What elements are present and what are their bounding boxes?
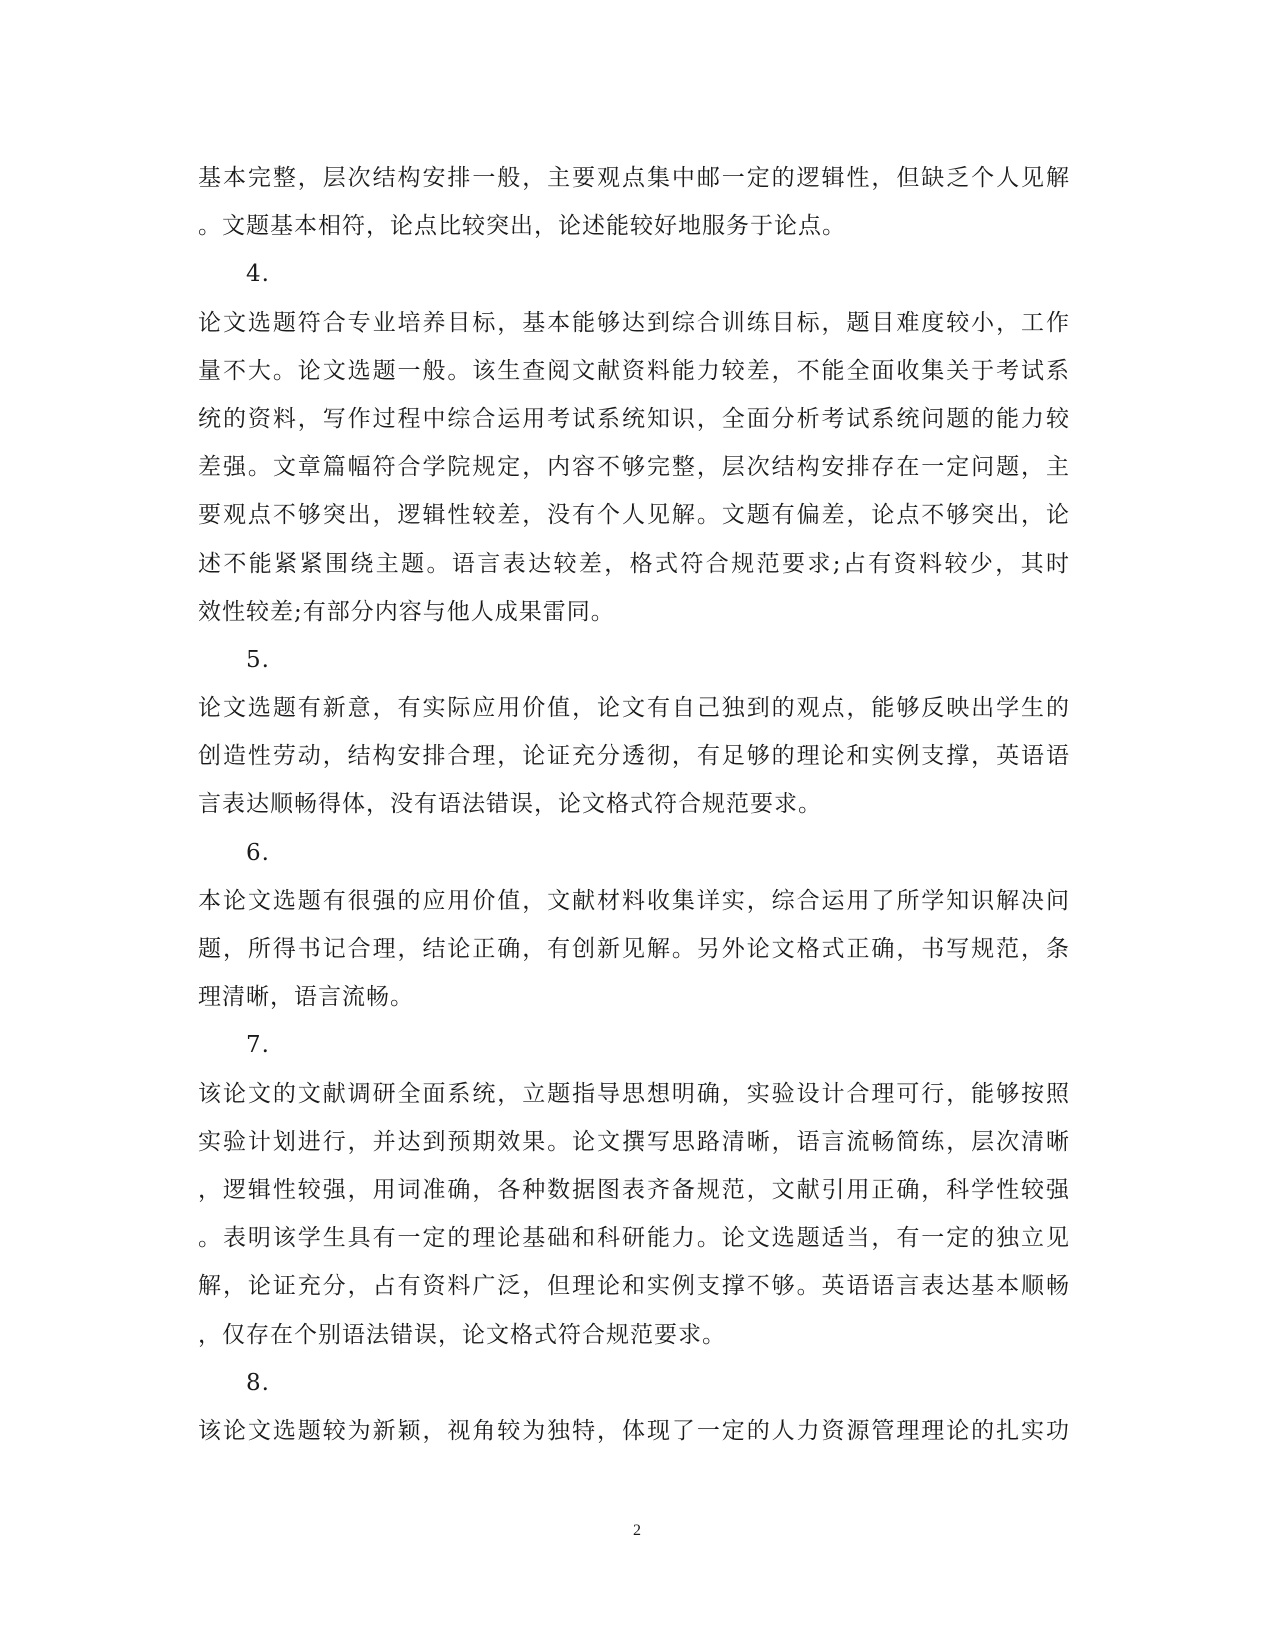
text-line: 论文选题有新意，有实际应用价值，论文有自己独到的观点，能够反映出学生的 [198,695,1070,722]
text-line: 创造性劳动，结构安排合理，论证充分透彻，有足够的理论和实例支撑，英语语 [198,743,1070,770]
text-line: 述不能紧紧围绕主题。语言表达较差，格式符合规范要求;占有资料较少，其时 [198,550,1070,577]
text-line: 差强。文章篇幅符合学院规定，内容不够完整，层次结构安排存在一定问题，主 [198,454,1070,481]
text-line: 题，所得书记合理，结论正确，有创新见解。另外论文格式正确，书写规范，条 [198,936,1070,962]
text-line: 该论文选题较为新颖，视角较为独特，体现了一定的人力资源管理理论的扎实功 [198,1417,1070,1444]
item-number: 6. [246,839,270,866]
item-number: 7. [246,1032,270,1059]
text-line: 理清晰，语言流畅。 [198,984,414,1011]
text-line: 该论文的文献调研全面系统，立题指导思想明确，实验设计合理可行，能够按照 [198,1080,1070,1107]
text-line: 。文题基本相符，论点比较突出，论述能较好地服务于论点。 [198,213,846,240]
page-body [198,154,1070,1455]
page-number: 2 [633,1522,641,1539]
text-line: 量不大。论文选题一般。该生查阅文献资料能力较差，不能全面收集关于考试系 [198,357,1070,384]
text-line: ，逻辑性较强，用词准确，各种数据图表齐备规范，文献引用正确，科学性较强 [198,1176,1070,1203]
text-line: 统的资料，写作过程中综合运用考试系统知识，全面分析考试系统问题的能力较 [198,405,1070,432]
text-line: 论文选题符合专业培养目标，基本能够达到综合训练目标，题目难度较小，工作 [198,309,1070,336]
text-line: 要观点不够突出，逻辑性较差，没有个人见解。文题有偏差，论点不够突出，论 [198,502,1070,529]
item-number: 8. [246,1369,270,1396]
text-line: 实验计划进行，并达到预期效果。论文撰写思路清晰，语言流畅简练，层次清晰 [198,1128,1070,1155]
text-line: 。表明该学生具有一定的理论基础和科研能力。论文选题适当，有一定的独立见 [198,1225,1070,1252]
item-number: 4. [246,261,270,288]
text-line: 基本完整，层次结构安排一般，主要观点集中邮一定的逻辑性，但缺乏个人见解 [198,165,1070,191]
text-line: 解，论证充分，占有资料广泛，但理论和实例支撑不够。英语语言表达基本顺畅 [198,1273,1070,1300]
text-line: 效性较差;有部分内容与他人成果雷同。 [198,598,615,625]
text-line: 本论文选题有很强的应用价值，文献材料收集详实，综合运用了所学知识解决问 [198,887,1070,914]
text-line: ，仅存在个别语法错误，论文格式符合规范要求。 [198,1321,726,1348]
text-line: 言表达顺畅得体，没有语法错误，论文格式符合规范要求。 [198,791,822,818]
item-number: 5. [246,646,270,673]
